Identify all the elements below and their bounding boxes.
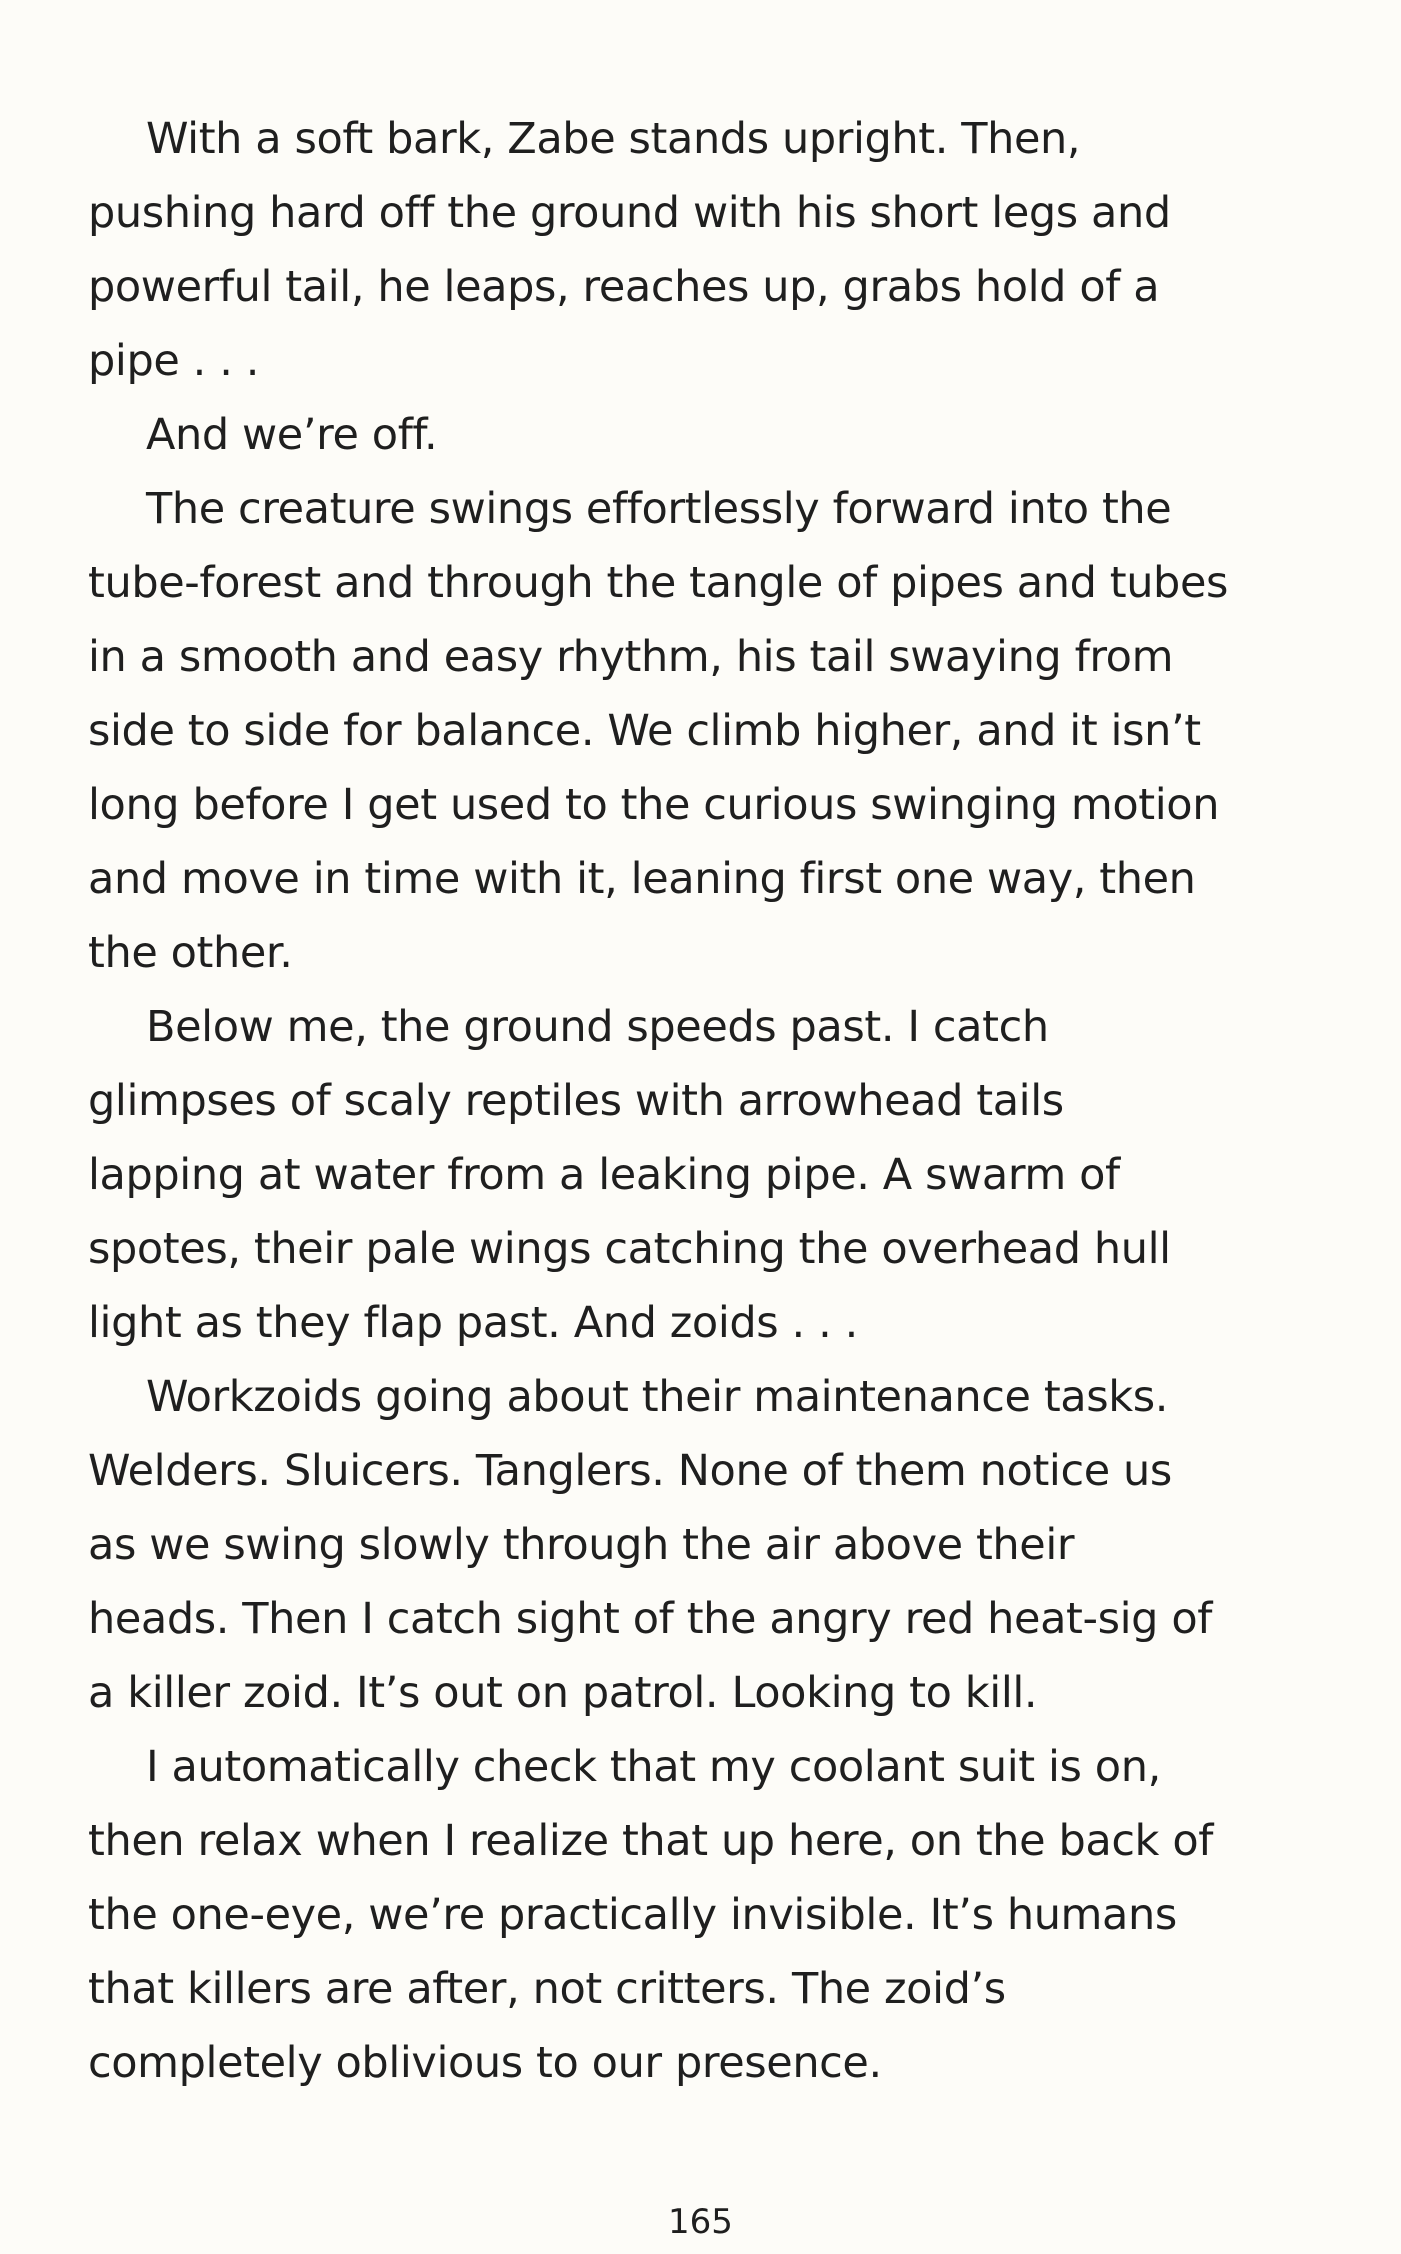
paragraph: Below me, the ground speeds past. I catch glimpses of scaly reptiles with arrowhead tails lapping at water from a leaking pipe. A swarm of spotes, their pale wings catching the overhead hull light as they flap past. And zoids . . . [88, 1002, 1171, 1348]
paragraph: And we’re off. [146, 410, 438, 460]
paragraph: The creature swings effortlessly forward into the tube-forest and through the tangle of pipes and tubes in a smooth and easy rhythm, his tail swaying from side to side for balance. We climb higher, and it isn’t long before I get used to the curious swinging motion and move in time with it, leaning first one way, then the other. [88, 484, 1229, 978]
body-text [88, 102, 1228, 2100]
paragraph: I automatically check that my coolant suit is on, then relax when I realize that up here, on the back of the one-eye, we’re practically invisible. It’s humans that killers are after, not critters. The zoid’s completely oblivious to our presence. [88, 1742, 1213, 2088]
page-number: 165 [668, 2202, 733, 2242]
paragraph: With a soft bark, Zabe stands upright. Then, pushing hard off the ground with his short legs and powerful tail, he leaps, reaches up, grabs hold of a pipe . . . [88, 114, 1171, 386]
paragraph: Workzoids going about their maintenance tasks. Welders. Sluicers. Tanglers. None of them notice us as we swing slowly through the air above their heads. Then I catch sight of the angry red heat-sig of a killer zoid. It’s out on patrol. Looking to kill. [88, 1372, 1212, 1718]
